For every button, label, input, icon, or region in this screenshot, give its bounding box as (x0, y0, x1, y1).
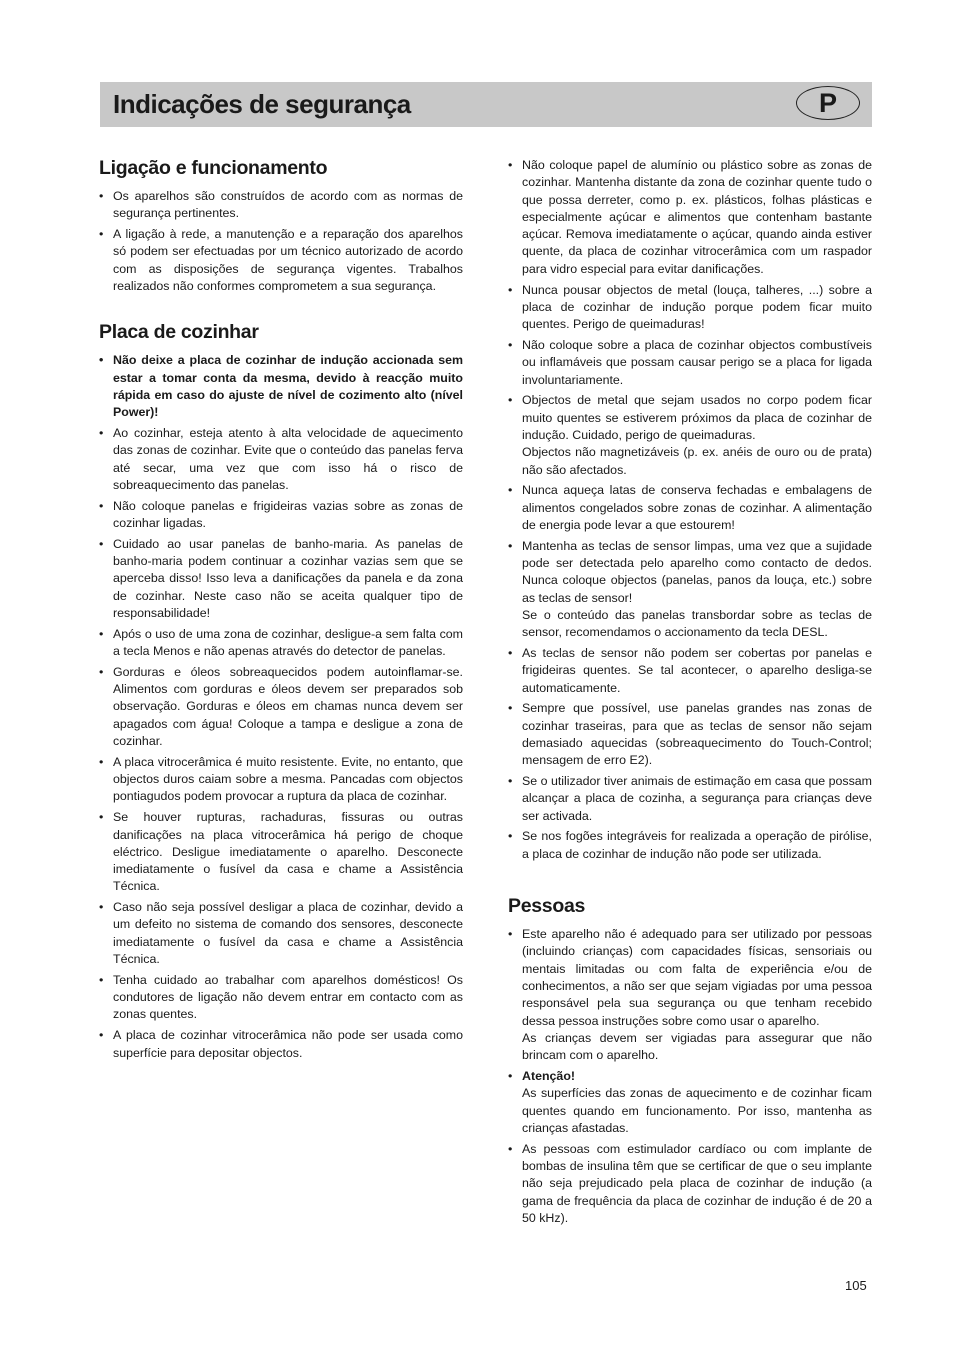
list-item (99, 899, 463, 968)
list-item (99, 626, 463, 661)
list-item-text: Cuidado ao usar panelas de banho-maria. As panelas de banho-maria podem continuar a cozinhar vazias sem que se aperceba disso! Isso leva a danificações da panela e da zona de cozinhar. Neste caso não se aceita qualquer tipo de responsabilidade! (113, 536, 463, 620)
list-item-text: Gorduras e óleos sobreaquecidos podem autoinflamar-se. Alimentos com gorduras e óleos devem ser preparados sob observação. Gorduras e óleos em chamas nunca devem ser apagados com água! Coloque a tampa e desligue a zona de cozinhar. (113, 664, 463, 749)
list-item (508, 392, 872, 478)
page-title: Indicações de segurança (113, 89, 411, 119)
right-column (508, 157, 872, 1251)
section-heading: Ligação e funcionamento (99, 157, 328, 179)
left-column (99, 155, 463, 1086)
section-ligacao (99, 155, 463, 295)
list-item (508, 482, 872, 534)
list-item-text: Não coloque papel de alumínio ou plástico sobre as zonas de cozinhar. Mantenha distante da zona de cozinhar quente tudo o que possa derreter, como p. ex. plásticos, folhas plásticas e especialmente açúcar e alimentos que contenham bastante açúcar. Remova imediatamente o açúcar, quando ainda estiver quente, da placa de cozinhar vitrocerâmica com um raspador para vidro especial para evitar danificações. (522, 158, 872, 276)
list-item-text: A placa de cozinhar vitrocerâmica não pode ser usada como superfície para depositar objectos. (113, 1028, 463, 1060)
list-item (508, 773, 872, 825)
section-placa-continued (508, 157, 872, 863)
list-item-text: Ao cozinhar, esteja atento à alta velocidade de aquecimento das zonas de cozinhar. Evite que o conteúdo das panelas ferva até secar, uma vez que com isso há o risco de sobreaquecimento das panelas. (113, 425, 463, 492)
list-item-text: Objectos não magnetizáveis (p. ex. anéis de ouro ou de prata) não são afectados. (522, 445, 872, 477)
list-item-text: Tenha cuidado ao trabalhar com aparelhos domésticos! Os condutores de ligação não devem entrar em contacto com as zonas quentes. (113, 972, 463, 1022)
list-item (508, 1068, 872, 1137)
list-item-text: As superfícies das zonas de aquecimento e de cozinhar ficam quentes quando em funcionamento. Por isso, mantenha as crianças afastadas. (522, 1086, 872, 1135)
list-item (99, 664, 463, 750)
list-item (99, 425, 463, 494)
list-item (99, 1027, 463, 1062)
list-item-text: Sempre que possível, use panelas grandes nas zonas de cozinhar traseiras, para que as teclas de sensor não sejam demasiado aquecidas (sobreaquecimento do Touch-Control; mensagem de erro E2). (522, 701, 872, 768)
list-item (99, 754, 463, 806)
list-item-text: Não deixe a placa de cozinhar de indução accionada sem estar a tomar conta da mesma, devido à reacção muito rápida em caso do ajuste de nível de cozimento alto (nível Power)! (113, 353, 463, 420)
list-item (508, 700, 872, 769)
list-item-text: • Mantenha as teclas de sensor limpas, uma vez que a sujidade pode ser detectada pelo aparelho como contacto de dedos. Nunca coloque objectos (panelas, panos da louça, etc.) sobre as teclas de sensor! (522, 538, 872, 605)
list-item-text: Se nos fogões integráveis for realizada a operação de pirólise, a placa de cozinhar de indução não pode ser utilizada. (522, 829, 872, 861)
list-item (99, 352, 463, 421)
list-item (99, 536, 463, 622)
list-item-text: • Objectos de metal que sejam usados no corpo podem ficar muito quentes se estiverem próximos da placa de cozinhar de indução. Cuidado, perigo de queimaduras. (522, 393, 872, 442)
list-item-text: As pessoas com estimulador cardíaco ou com implante de bombas de insulina têm que se certificar de que o seu implante não seja prejudicado pela placa de cozinhar de indução (a gama de frequência da placa de cozinhar de indução é de 20 a 50 kHz). (522, 1141, 872, 1225)
list-item (508, 926, 872, 1064)
list-item-text: A placa vitrocerâmica é muito resistente. Evite, no entanto, que objectos duros caiam sobre a mesma. Pancadas com objectos pontiagudos podem provocar a ruptura da placa de cozinhar. (113, 754, 463, 804)
list-item (99, 188, 463, 223)
header-bar (100, 82, 872, 127)
list-item (508, 538, 872, 642)
section-pessoas (508, 893, 872, 1227)
list-item-text: Os aparelhos são construídos de acordo com as normas de segurança pertinentes. (113, 189, 463, 221)
list-item-text: Se o utilizador tiver animais de estimação em casa que possam alcançar a placa de cozinha, a segurança para crianças deve ser activada. (522, 774, 872, 823)
list-item (99, 809, 463, 895)
page-number: 105 (845, 1278, 867, 1293)
section-heading: Placa de cozinhar (99, 321, 259, 344)
list-item-text: • Atenção! (522, 1068, 576, 1083)
list-item-text: A ligação à rede, a manutenção e a reparação dos aparelhos só podem ser efectuadas por um técnico autorizado de acordo com as disposições de segurança vigentes. Trabalhos realizados não conformes comprometem a sua segurança. (113, 227, 463, 293)
list-item-text: Nunca aqueça latas de conserva fechadas e embalagens de alimentos congelados sobre zonas de cozinhar. A alimentação de energia pode levar a que estourem! (522, 483, 872, 532)
list-item-text: As teclas de sensor não podem ser cobertas por panelas e frigideiras quentes. Se tal acontecer, o aparelho desliga-se automaticamente. (522, 646, 872, 695)
list-item (508, 337, 872, 389)
list-item (99, 972, 463, 1024)
section-heading: Pessoas (508, 895, 586, 918)
language-badge: P (796, 86, 860, 120)
list-item-text: Após o uso de uma zona de cozinhar, desligue-a sem falta com a tecla Menos e não apenas através do detector de panelas. (113, 626, 463, 659)
list-item-text: Se houver rupturas, rachaduras, fissuras ou outras danificações na placa vitrocerâmica há perigo de choque eléctrico. Desligue imediatamente o aparelho. Desconecte imediatamente o fusível da casa e chame a Assistência Técnica. (113, 810, 463, 894)
list-item-text: • Este aparelho não é adequado para ser utilizado por pessoas (incluindo crianças) com capacidades físicas, sensoriais ou mentais limitadas ou com falta de experiência e/ou de conhecimentos, a não ser que sejam vigiadas por uma pessoa responsável pela sua segurança ou que tenham recebido dessa pessoa instruções sobre como usar o aparelho. (522, 927, 872, 1028)
list-item (508, 282, 872, 334)
list-item (99, 226, 463, 295)
list-item (508, 645, 872, 697)
list-item-text: Não coloque panelas e frigideiras vazias sobre as zonas de cozinhar ligadas. (113, 498, 463, 530)
list-item (508, 1141, 872, 1227)
list-item-text: Se o conteúdo das panelas transbordar sobre as teclas de sensor, recomendamos o accionamento da tecla DESL. (522, 607, 872, 640)
bullet-list (508, 926, 872, 1227)
bullet-list (99, 188, 463, 295)
bullet-list (508, 157, 872, 863)
list-item (508, 828, 872, 863)
list-item-text: As crianças devem ser vigiadas para assegurar que não brincam com o aparelho. (522, 1030, 872, 1063)
bullet-list (99, 352, 463, 1062)
list-item-text: Caso não seja possível desligar a placa de cozinhar, devido a um defeito no sistema de comando dos sensores, desconecte imediatamente o fusível da casa e chame a Assistência Técnica. (113, 900, 463, 967)
list-item-text: Nunca pousar objectos de metal (louça, talheres, ...) sobre a placa de cozinhar de indução porque podem ficar muito quentes. Perigo de queimaduras! (522, 282, 872, 332)
list-item (508, 157, 872, 278)
list-item (99, 498, 463, 533)
section-placa (99, 319, 463, 1062)
list-item-text: Não coloque sobre a placa de cozinhar objectos combustíveis ou inflamáveis que possam causar perigo se a placa for ligada involuntariamente. (522, 337, 872, 387)
